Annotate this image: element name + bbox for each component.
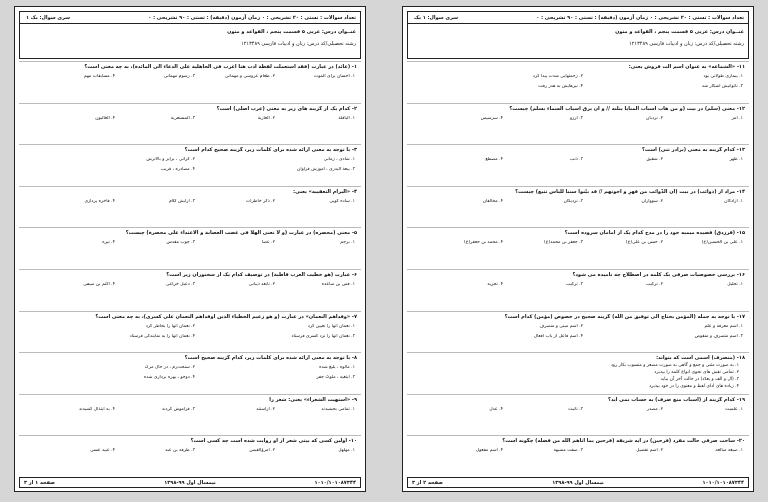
- question-divider: [407, 186, 749, 187]
- answer-option: ۳. ناتوانیش آشکار شد: [701, 84, 743, 89]
- question-text: ۴- «البرام التعقیبه» یعنی:: [293, 188, 357, 195]
- question-text: ۱۸- (منصرف) اسمی است که بتواند:: [656, 355, 745, 362]
- answer-option: ۲. نعمان آنها را بخاطر کرد: [145, 323, 195, 329]
- answer-option: ۱. تحلیل: [727, 282, 743, 287]
- question-item: [407, 435, 749, 477]
- answer-option: ۳. ابتغیه ، ملوک‌ جفر: [316, 375, 355, 381]
- answer-option: ۱. امر: [731, 115, 743, 121]
- answer-option: ۳. ذنب: [570, 157, 583, 163]
- answer-option: ۳. نزدیکان: [563, 198, 583, 204]
- answer-option: ۳. بیعة البدری ، آموزش فراوان: [297, 167, 355, 173]
- question-item: [407, 61, 749, 103]
- answer-option: ۳. اسم متصرف و منقوص: [694, 333, 743, 339]
- answer-option: ۴. محمد بن جعفر(ع): [463, 240, 503, 246]
- question-divider: [407, 227, 749, 228]
- question-text: ۱۷- با توجه به جمله (المؤمن یحتاج الی توفیق من الله) گزینه صحیح در خصوص (مؤمن) کدام است؟: [504, 313, 745, 320]
- answer-option: ۱. صیغه مبالغه: [715, 448, 743, 454]
- answer-option: ۴. سرسپس: [480, 115, 503, 121]
- question-item: [19, 435, 361, 477]
- page-footer: [407, 477, 749, 488]
- question-divider: [407, 435, 749, 436]
- answer-option: ۳. ترکیب: [566, 282, 583, 287]
- question-divider: [407, 103, 749, 104]
- answer-option: ۴. عبید عسی: [90, 448, 115, 454]
- answer-option: ۲. مصدر: [646, 406, 663, 412]
- question-item: [407, 103, 749, 145]
- answer-option: ۲. اسم تفضیل: [636, 448, 663, 454]
- question-item: [407, 144, 749, 186]
- answer-option: ۲. نابغه ذبیانی: [248, 282, 275, 287]
- question-item: [19, 311, 361, 353]
- question-series: سری سوال: ۱ یک: [414, 15, 459, 21]
- answer-option: ۱. احسان برای الموت: [313, 74, 355, 79]
- question-item: [19, 352, 361, 394]
- question-text: ۱۴- مراد از (ذوائب) در بیت (أن الذّوائب من فهرٍ و اخوتهم // قد بیّنوا سنناً للناس تتبع) چیست؟: [515, 188, 745, 195]
- question-text: ۵- معنی (محصره) در عبارت (و لا تعنی الهلا فی غضب العصابة و الاعتداء علی محصرة) چیست؟: [125, 230, 357, 237]
- answer-option: ۴. زیاده های ادای لفظ و معنوی را در خود بپذیرد: [649, 384, 739, 390]
- answer-option: ۳. طرفه بن عبد: [165, 448, 195, 454]
- answer-option: ۳. جعفر بن محمد(ع): [543, 240, 583, 246]
- question-text: ۷- «وفداهم النعمان» در عبارت (و هو زعیم الخطباء الذین اوفداهم النعمان علی کسری)، به چه معنی است؟: [95, 313, 357, 320]
- question-text: ۶- عبارت (هو خطیب العرب قاطبة) در توصیف کدام یک از سخنوران زیر است؟: [166, 272, 357, 278]
- answer-option: ۱. ازآدگان: [724, 198, 743, 204]
- answer-option: ۲. کرانی ، برابر و بالاترش: [146, 157, 195, 163]
- answer-option: ۲. ذکر خاطرات: [245, 198, 275, 204]
- answer-option: ۳. فراموش کردند: [161, 406, 195, 412]
- answer-option: ۲. زحمتهایی شدت پیدا کرد: [532, 74, 583, 79]
- answer-option: ۲. شقیق: [646, 157, 663, 163]
- answer-option: ۱. الباقلة: [338, 115, 355, 121]
- question-list: [407, 61, 749, 475]
- question-item: [407, 311, 749, 353]
- answer-option: ۴. الغالبون: [95, 115, 115, 121]
- answer-option: ۳. المستعربة: [170, 115, 195, 121]
- answer-option: ۴. نعمان آنها را به نمایندگی فرستاد: [129, 333, 195, 339]
- question-text: ۳- با توجه به معنی ارائه شده برای کلمات زیر، گزینه صحیح کدام است؟: [184, 147, 357, 154]
- question-text: ۱۳- کدام گزینه به معنی (برادر تنی) است؟: [642, 147, 745, 154]
- exam-header: [19, 11, 361, 59]
- answer-option: ۴. دوحو ، بهره برداری شده: [143, 375, 195, 381]
- answer-option: ۳. رسوم مهمانی: [163, 74, 195, 79]
- answer-option: ۳. صفت مشبهه: [553, 448, 583, 454]
- answer-option: ۲. نردبان: [646, 115, 663, 121]
- answer-option: ۱. برجم: [340, 240, 355, 246]
- answer-option: ۲. آراستند: [256, 406, 275, 412]
- answer-option: ۱. قس بن ساعده: [321, 282, 355, 287]
- exam-page-2: [402, 6, 754, 492]
- answer-option: ۱. به صورت مثنی و جمع و گاهی به صورت مصغر و منسوب بکار رود: [610, 363, 739, 369]
- course-code: رشته تحصیلی/کد درس: زبان و ادبیات فارسی ۱۲۱۳۴۸۹: [241, 41, 356, 47]
- semester: نیمسال اول ۹۹-۱۳۹۸: [164, 480, 216, 486]
- answer-option: ۴. مسابقات مهم: [83, 74, 115, 79]
- question-divider: [19, 103, 361, 104]
- exam-code: ۱۰۱۰/۱۰۱۰۸۷۳۴۴: [702, 480, 744, 486]
- question-item: [407, 269, 749, 311]
- page-footer: [19, 477, 361, 488]
- answer-option: ۱. مالوه ، بلیغ شده: [319, 365, 355, 371]
- question-divider: [407, 394, 749, 395]
- answer-option: ۳. دعبل خزاعی: [165, 282, 195, 287]
- course-code: رشته تحصیلی/کد درس: زبان و ادبیات فارسی ۱۲۱۳۴۸۹: [629, 41, 744, 47]
- page-number: صفحه ۲ از ۳: [412, 480, 444, 486]
- question-divider: [19, 144, 361, 145]
- answer-option: ۴. نیزه: [102, 240, 115, 246]
- answer-option: ۴. عدل: [489, 406, 503, 412]
- answer-option: ۴. فاخره پردازی: [84, 198, 115, 204]
- question-divider: [19, 61, 361, 62]
- answer-option: ۴. مصادره ، قریب: [160, 167, 195, 173]
- question-text: ۱۰- اولین کسی که بیتی شعر از او روایت شده است چه کسی است؟: [190, 438, 357, 445]
- answer-option: ۴. به ابتذال کشیدند: [78, 406, 115, 412]
- answer-option: ۱. شادی ، زمانی: [323, 157, 355, 163]
- question-divider: [407, 352, 749, 353]
- question-item: [19, 61, 361, 103]
- answer-option: ۴. مصطع: [485, 157, 503, 163]
- question-item: [19, 144, 361, 186]
- answer-option: ۱. تمامی بخشیدند: [321, 406, 355, 412]
- question-divider: [19, 311, 361, 312]
- semester: نیمسال اول ۹۹-۱۳۹۸: [552, 480, 604, 486]
- answer-option: ۲. سوواران: [641, 198, 663, 204]
- exam-header: [407, 11, 749, 59]
- question-divider: [19, 227, 361, 228]
- answer-option: ۲. تمامی نقش های نحوی انواع کلمه را بپذیرد: [654, 370, 739, 376]
- question-divider: [19, 352, 361, 353]
- answer-option: ۳. تأنیث: [568, 406, 583, 412]
- course-title: عنــوان درس: عربی ۵ قسمت پنجم ، القواعد و متون: [227, 29, 356, 35]
- answer-option: ۱. بیماری طولانی بود: [703, 74, 743, 79]
- answer-option: ۲. العاربة: [257, 115, 275, 121]
- answer-option: ۱. علی بن الحسین(ع): [701, 240, 743, 246]
- answer-option: ۴. نیرهایش به هدر رفت: [538, 84, 583, 89]
- question-count: تعداد سوالات : تستی : ۲۰ تشریحی : ۰ زمان آزمون (دقیقه) : تستی : ۹۰ تشریحی : ۰: [20, 12, 360, 24]
- question-item: [19, 269, 361, 311]
- answer-option: ۱. ظهر: [729, 157, 743, 163]
- answer-option: ۴. اسم مفعول: [475, 448, 503, 454]
- question-count: تعداد سوالات : تستی : ۲۰ تشریحی : ۰ زمان آزمون (دقیقه) : تستی : ۹۰ تشریحی : ۰: [408, 12, 748, 24]
- question-divider: [407, 61, 749, 62]
- question-text: ۱۹- کدام گزینه از (اسباب منع صرف) به حساب نمی آید؟: [608, 396, 745, 403]
- question-item: [19, 103, 361, 145]
- question-text: ۲- کدام یک از گزینه های زیر به معنی (عرب اصلی) است؟: [216, 105, 357, 112]
- answer-option: ۱. ساده گویی: [329, 198, 355, 204]
- exam-page-1: [14, 6, 366, 492]
- answer-option: ۱. علمیت: [725, 406, 743, 412]
- question-divider: [19, 435, 361, 436]
- question-text: ۱- (عائد) در عبارت (فقد استعملت لفظة أدب هنا أغرب فی الجاهلية علی الدعاء الی المائدة)، به چه معنی است؟: [84, 64, 357, 70]
- answer-option: ۱. مهلهل: [338, 448, 355, 454]
- answer-option: ۲. طعام عروسی و مهمانی: [225, 74, 275, 79]
- question-text: ۸- با توجه به معنی ارائه شده برای کلمات زیر، کدام گزینه صحیح است؟: [184, 355, 357, 362]
- answer-option: ۴. اکثم بن صیفی: [83, 282, 115, 287]
- question-item: [407, 186, 749, 228]
- answer-option: ۳. آرزو: [569, 115, 583, 121]
- question-item: [407, 227, 749, 269]
- question-divider: [19, 186, 361, 187]
- question-item: [407, 394, 749, 436]
- answer-option: ۴. مخالفان: [482, 198, 503, 204]
- question-text: ۹- «استهبت الشعراء» یعنی: شعر را: [269, 396, 357, 403]
- question-item: [19, 227, 361, 269]
- course-title: عنــوان درس: عربی ۵ قسمت پنجم ، القواعد و متون: [615, 29, 744, 35]
- question-text: ۱۱- «الشماعه» به عنوان اسم آلت فروش یعنی:: [628, 64, 745, 70]
- answer-option: ۱. اسم معرفه و علم: [704, 323, 743, 329]
- answer-option: ۳. چوب مقدس: [166, 240, 195, 246]
- question-divider: [19, 269, 361, 270]
- answer-option: ۲. حسن بن علی(ع): [625, 240, 663, 246]
- question-divider: [407, 311, 749, 312]
- answer-option: ۲. سنحت‌رم ، در حال مرگ: [144, 365, 195, 371]
- answer-option: ۴. تجزیه: [487, 282, 503, 287]
- question-text: ۱۶- بررسی خصوصیات صرفی یک کلمه در اصطلاح چه نامیده می شود؟: [572, 272, 745, 278]
- question-text: ۱۵- (قرزدق) قصیده میمیه خود را در مدح کدام یک از امامان سروده است؟: [564, 230, 745, 237]
- question-text: ۲۰- ساخت صرفی حالت مفرد (فرحین) در آیه شریفه (فرحین بما آتاهم الله من فضله) چگونه است؟: [502, 438, 745, 445]
- answer-option: ۳. آرایش کلام: [169, 198, 195, 204]
- exam-code: ۱۰۱۰/۱۰۱۰۸۷۳۴۴: [314, 480, 356, 486]
- question-item: [407, 352, 749, 394]
- question-series: سری سوال: یک ۱: [26, 15, 70, 21]
- answer-option: ۱. نعمان آنها را تعیین کرد: [307, 323, 355, 329]
- answer-option: ۴. اسم فاعل از باب افعال: [533, 333, 583, 339]
- answer-option: ۲. اسم مبنی و منصرف: [539, 323, 583, 329]
- question-divider: [19, 394, 361, 395]
- question-item: [19, 186, 361, 228]
- page-number: صفحه ۱ از ۳: [24, 480, 56, 486]
- answer-option: ۲. امرؤالقیس: [249, 448, 275, 454]
- answer-option: ۲. عصا: [261, 240, 275, 246]
- question-text: ۱۲- معنی (سلّم) در بیت (و من هاب اسباب المنایا ینلنه // و ان یرق اسباب السماء بسلّم) چیست؟: [509, 105, 745, 112]
- question-item: [19, 394, 361, 436]
- answer-option: ۲. ترکیب: [646, 282, 663, 287]
- question-list: [19, 61, 361, 475]
- answer-option: ۳. نعمان آنها را نزد کسری فرستاد: [291, 333, 355, 339]
- question-divider: [407, 269, 749, 270]
- answer-option: ۳. (ال و الف و یعدّد) در حالت آخر آن بیاید: [660, 377, 739, 383]
- question-divider: [407, 144, 749, 145]
